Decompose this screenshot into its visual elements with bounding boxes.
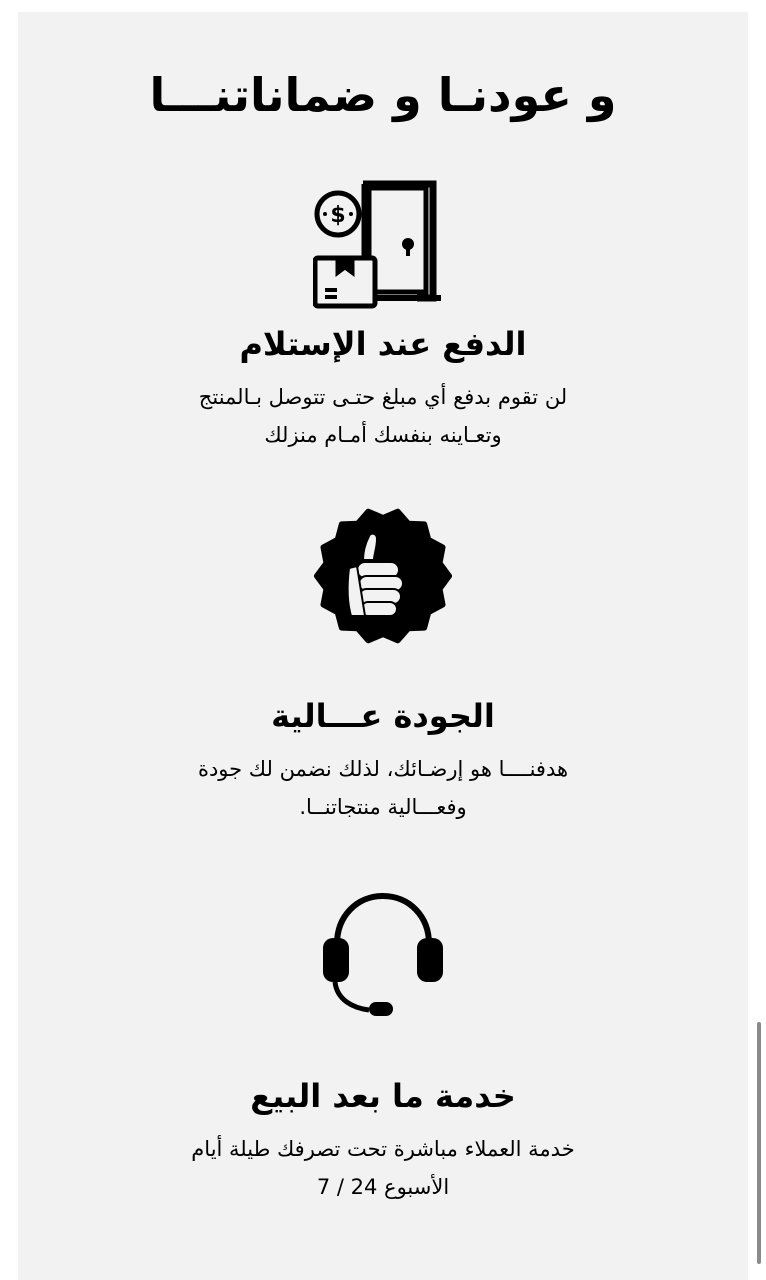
feature-high-quality <box>18 506 748 826</box>
feature-description-line-2: وفعـــالية منتجاتنــا. <box>299 795 467 819</box>
feature-title: خدمة ما بعد البيع <box>250 1077 516 1115</box>
feature-description <box>148 1130 618 1206</box>
cash-on-delivery-icon <box>313 170 453 310</box>
feature-description-line-1: لن تقوم بدفع أي مبلغ حتـى تتوصل بـالمنتج <box>198 385 568 409</box>
feature-description-line-2: وتعـاينه بنفسك أمـام منزلك <box>264 423 502 447</box>
thumbs-up-badge-icon <box>313 506 453 646</box>
headset-icon <box>313 886 453 1026</box>
feature-description-line-2: الأسبوع 24 / 7 <box>316 1175 450 1199</box>
feature-title: الجودة عـــالية <box>271 697 495 735</box>
feature-after-sales-service <box>18 886 748 1206</box>
guarantees-panel <box>18 12 748 1280</box>
feature-cash-on-delivery <box>18 170 748 454</box>
feature-description-line-1: خدمة العملاء مباشرة تحت تصرفك طيلة أيام <box>191 1137 575 1161</box>
section-title: و عودنـا و ضماناتنـــا <box>149 68 617 122</box>
feature-description <box>148 378 618 454</box>
scrollbar[interactable] <box>757 1022 761 1264</box>
feature-title: الدفع عند الإستلام <box>239 325 527 363</box>
feature-description-line-1: هدفنــــا هو إرضـائك، لذلك نضمن لك جودة <box>197 757 569 781</box>
svg-text:$: $ <box>330 203 346 228</box>
feature-description <box>148 750 618 826</box>
